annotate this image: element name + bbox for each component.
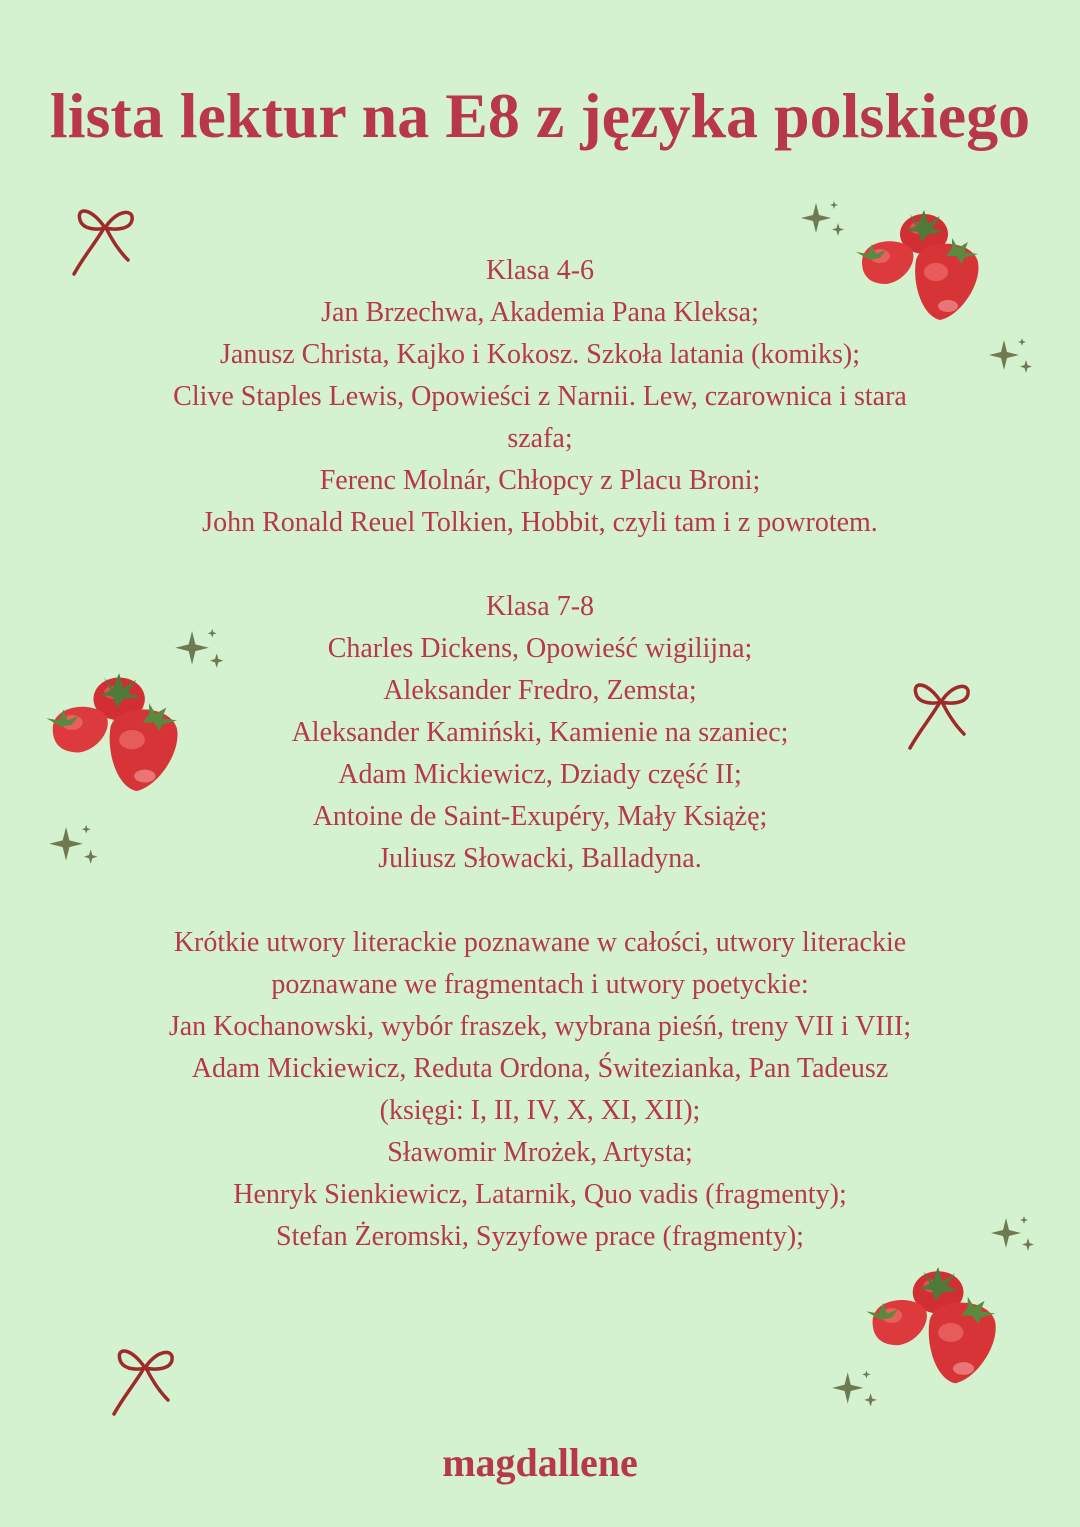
list-item: Sławomir Mrożek, Artysta; — [387, 1137, 693, 1168]
section-heading: Klasa 7-8 — [485, 591, 595, 622]
list-item: Henryk Sienkiewicz, Latarnik, Quo vadis (fragmenty); — [233, 1179, 847, 1210]
bow-icon — [110, 1340, 180, 1420]
section-klasa-7-8 — [60, 586, 1020, 880]
list-item: Aleksander Kamiński, Kamienie na szaniec; — [291, 717, 789, 748]
list-item: Jan Kochanowski, wybór fraszek, wybrana pieśń, treny VII i VIII; — [168, 1011, 912, 1042]
list-item: Janusz Christa, Kajko i Kokosz. Szkoła latania (komiks); — [220, 339, 860, 370]
sparkle-icon — [794, 195, 854, 245]
list-item: Juliusz Słowacki, Balladyna. — [378, 843, 702, 874]
section-klasa-4-6 — [60, 250, 1020, 544]
list-item: poznawane we fragmentach i utwory poetyckie: — [271, 969, 809, 1000]
page-title: lista lektur na E8 z języka polskiego — [49, 80, 1031, 151]
section-short-works — [60, 922, 1020, 1258]
list-item: Stefan Żeromski, Syzyfowe prace (fragmenty); — [276, 1221, 804, 1252]
section-heading: Klasa 4-6 — [485, 255, 595, 286]
list-item: John Ronald Reuel Tolkien, Hobbit, czyli tam i z powrotem. — [202, 507, 878, 538]
list-item: szafa; — [507, 423, 573, 454]
list-item: Clive Staples Lewis, Opowieści z Narnii. Lew, czarownica i stara — [173, 381, 907, 412]
sparkle-icon — [824, 1364, 888, 1416]
list-item: Antoine de Saint-Exupéry, Mały Książę; — [312, 801, 768, 832]
section-heading: Krótkie utwory literackie poznawane w całości, utwory literackie — [173, 927, 907, 958]
list-item: Charles Dickens, Opowieść wigilijna; — [327, 633, 753, 664]
reading-list — [60, 250, 1020, 1258]
list-item: Adam Mickiewicz, Dziady część II; — [338, 759, 742, 790]
list-item: Jan Brzechwa, Akademia Pana Kleksa; — [321, 297, 759, 328]
author-signature: magdallene — [442, 1440, 638, 1485]
list-item: (księgi: I, II, IV, X, XI, XII); — [379, 1095, 701, 1126]
list-item: Aleksander Fredro, Zemsta; — [383, 675, 697, 706]
list-item: Ferenc Molnár, Chłopcy z Placu Broni; — [319, 465, 761, 496]
list-item: Adam Mickiewicz, Reduta Ordona, Świtezianka, Pan Tadeusz — [191, 1053, 889, 1084]
